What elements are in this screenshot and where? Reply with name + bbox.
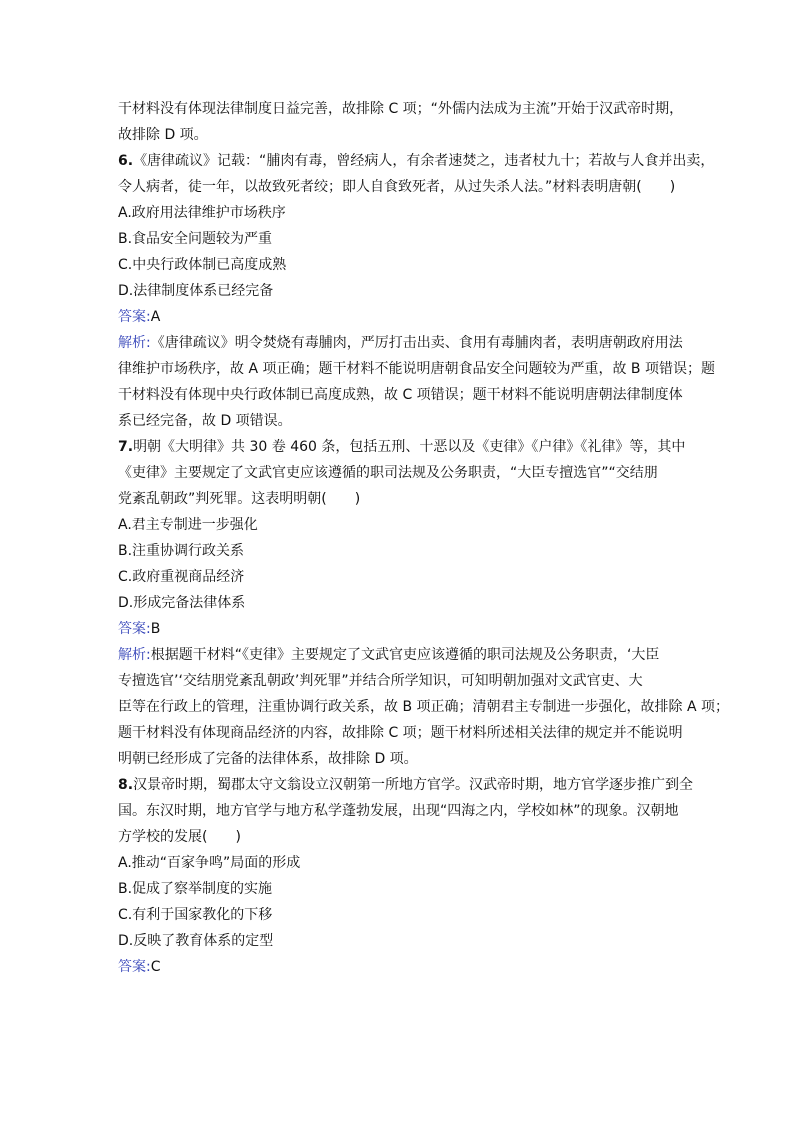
text-line: 干材料没有体现法律制度日益完善，故排除 C 项；“外儒内法成为主流”开始于汉武帝时期， [118,101,684,117]
answer-label: 答案: [118,309,151,325]
explanation-line: 专擅选官’‘交结朋党紊乱朝政’判死罪”并结合所学知识，可知明朝加强对文武官吏、大 [118,673,643,689]
explanation-text: 《唐律疏议》明令焚烧有毒脯肉，严厉打击出卖、食用有毒脯肉者，表明唐朝政府用法 [150,335,683,351]
stem-text: 方学校的发展( ) [118,829,241,845]
question-8 [118,772,694,980]
option-b: B.促成了察举制度的实施 [118,881,273,897]
option-a: A.推动“百家争鸣”局面的形成 [118,855,301,871]
question-number: 7. [118,439,134,455]
explanation-label: 解析: [118,335,151,351]
document-page [118,96,729,980]
answer [118,616,678,642]
answer [118,304,678,330]
option-a: A.政府用法律维护市场秩序 [118,205,286,221]
question-number: 8. [118,777,134,793]
explanation-line: 题干材料没有体现商品经济的内容，故排除 C 项；题干材料所述相关法律的规定并不能说明 [118,725,683,741]
answer-value: C [150,959,161,975]
option-a: A.君主专制进一步强化 [118,517,258,533]
answer-label: 答案: [118,621,151,637]
stem-text: 国。东汉时期，地方官学与地方私学蓬勃发展，出现“四海之内，学校如林”的现象。汉朝地 [118,803,679,819]
question-stem [118,148,715,174]
question-7 [118,434,729,772]
question-number: 6. [118,153,134,169]
option-c: C.中央行政体制已高度成熟 [118,257,287,273]
explanation-line: 臣等在行政上的管理，注重协调行政关系，故 B 项正确；清朝君主专制进一步强化，故排除 A 项； [118,699,729,715]
explanation-line: 律维护市场秩序，故 A 项正确；题干材料不能说明唐朝食品安全问题较为严重，故 B 项错误；题 [118,361,715,377]
explanation-line: 干材料没有体现中央行政体制已高度成熟，故 C 项错误；题干材料不能说明唐朝法律制度体 [118,387,683,403]
question-6 [118,148,715,434]
answer-value: B [150,621,161,637]
stem-text: 《唐律疏议》记载：“脯肉有毒，曾经病人，有余者速焚之，违者杖九十；若故与人食并出卖， [133,153,715,169]
explanation-line [118,642,678,668]
stem-text: 明朝《大明律》共 30 卷 460 条，包括五刑、十恶以及《吏律》《户律》《礼律》等，其中 [133,439,686,455]
explanation-text: 根据题干材料“《吏律》主要规定了文武官吏应该遵循的职司法规及公务职责，‘大臣 [150,647,660,663]
option-b: B.注重协调行政关系 [118,543,245,559]
question-stem [118,772,694,798]
option-c: C.政府重视商品经济 [118,569,245,585]
explanation-line [118,330,683,356]
explanation-line: 明朝已经形成了完备的法律体系，故排除 D 项。 [118,751,418,767]
explanation-line: 系已经完备，故 D 项错误。 [118,413,292,429]
stem-text: 《吏律》主要规定了文武官吏应该遵循的职司法规及公务职责，“大臣专擅选官”“交结朋 [118,465,658,481]
answer-value: A [150,309,161,325]
stem-text: 党紊乱朝政”判死罪。这表明明朝( ) [118,491,361,507]
answer-label: 答案: [118,959,151,975]
option-d: D.法律制度体系已经完备 [118,283,274,299]
answer [118,954,678,980]
option-c: C.有利于国家教化的下移 [118,907,273,923]
explanation-label: 解析: [118,647,151,663]
stem-text: 令人病者，徒一年，以故致死者绞；即人自食致死者，从过失杀人法。”材料表明唐朝( ) [118,179,676,195]
option-b: B.食品安全问题较为严重 [118,231,273,247]
option-d: D.反映了教育体系的定型 [118,933,274,949]
stem-text: 汉景帝时期，蜀郡太守文翁设立汉朝第一所地方官学。汉武帝时期，地方官学逐步推广到全 [133,777,694,793]
question-stem [118,434,686,460]
option-d: D.形成完备法律体系 [118,595,246,611]
intro-text [118,96,684,148]
text-line: 故排除 D 项。 [118,127,208,143]
